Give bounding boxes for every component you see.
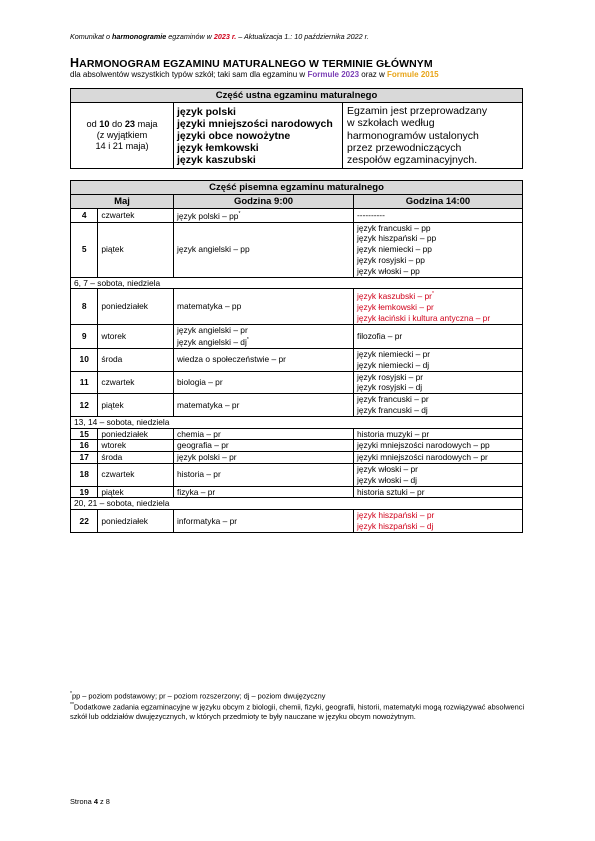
day-number: 4: [71, 209, 98, 223]
morning-exams: [174, 486, 354, 498]
cell-line: chemia – pr: [177, 428, 221, 439]
cell-line: język angielski – pr: [177, 324, 248, 335]
cell-line: język angielski – pp: [177, 244, 250, 255]
day-number: 12: [71, 394, 98, 417]
cell-line: wiedza o społeczeństwie – pr: [177, 354, 286, 365]
cell-line: język hiszpański – pp: [357, 233, 437, 244]
weekday: piątek: [98, 222, 174, 277]
table-row: [71, 486, 523, 498]
weekend-label: 20, 21 – sobota, niedziela: [71, 498, 523, 510]
cell-line: język francuski – pp: [357, 222, 431, 233]
footnotes: *pp – poziom podstawowy; pr – poziom rozszerzony; dj – poziom dwujęzyczny **Dodatkowe zadania egzaminacyjne w języku obcym z biologii, chemii, fizyki, geografii, historii, matematyki mogą rozwiązywać absolwenci szkół lub oddziałów dwujęzycznych, w których przedmioty te były nauczane w języku obcym nowożytnym.: [70, 691, 525, 721]
day-number: 17: [71, 452, 98, 464]
oral-dates: od 10 do 23 maja (z wyjątkiem 14 i 21 maja): [71, 103, 174, 169]
morning-exams: [174, 394, 354, 417]
cell-line: język polski: [177, 105, 236, 118]
cell-line: język łemkowski: [177, 141, 259, 154]
cell-line: matematyka – pp: [177, 301, 242, 312]
cell-line: historia sztuki – pr: [357, 486, 425, 497]
cell-line: język hiszpański – dj: [357, 520, 434, 531]
cell-line: język włoski – dj: [357, 474, 418, 485]
weekend-row: [71, 498, 523, 510]
col-month: Maj: [71, 195, 174, 209]
day-number: 22: [71, 510, 98, 533]
afternoon-exams: [354, 463, 523, 486]
cell-line: historia – pr: [177, 469, 221, 480]
cell-line: języki mniejszości narodowych – pr: [357, 452, 488, 463]
weekday: czwartek: [98, 209, 174, 223]
day-number: 18: [71, 463, 98, 486]
table-row: [71, 289, 523, 324]
cell-line: matematyka – pr: [177, 399, 240, 410]
weekend-row: [71, 277, 523, 289]
cell-line: harmonogramów ustalonych: [347, 129, 479, 142]
morning-exams: [174, 222, 354, 277]
day-number: 5: [71, 222, 98, 277]
weekend-row: [71, 416, 523, 428]
cell-line: język włoski – pp: [357, 265, 420, 276]
oral-heading: Część ustna egzaminu maturalnego: [71, 89, 523, 103]
page-footer: Strona 4 z 8: [70, 797, 110, 806]
weekday: środa: [98, 348, 174, 371]
cell-line: przez przewodniczących: [347, 141, 462, 154]
day-number: 9: [71, 324, 98, 348]
cell-line: język niemiecki – pp: [357, 244, 432, 255]
cell-line: język hiszpański – pr: [357, 510, 435, 521]
cell-line: historia muzyki – pr: [357, 428, 430, 439]
cell-line: Egzamin jest przeprowadzany: [347, 105, 488, 117]
table-row: [71, 348, 523, 371]
morning-exams: [174, 348, 354, 371]
table-row: [71, 222, 523, 277]
cell-line: język rosyjski – pp: [357, 254, 425, 265]
table-row: [71, 463, 523, 486]
oral-description: [343, 103, 523, 169]
cell-line: fizyka – pr: [177, 486, 216, 497]
day-number: 8: [71, 289, 98, 324]
cell-line: język rosyjski – dj: [357, 382, 423, 393]
document-subtitle: dla absolwentów wszystkich typów szkół; taki sam dla egzaminu w Formule 2023 oraz w Formule 2015: [70, 70, 439, 79]
cell-line: biologia – pr: [177, 376, 223, 387]
weekend-label: 6, 7 – sobota, niedziela: [71, 277, 523, 289]
morning-exams: [174, 452, 354, 464]
weekend-label: 13, 14 – sobota, niedziela: [71, 416, 523, 428]
weekday: czwartek: [98, 371, 174, 394]
cell-line: język polski – pr: [177, 452, 237, 463]
afternoon-exams: [354, 510, 523, 533]
weekday: poniedziałek: [98, 289, 174, 324]
afternoon-exams: [354, 394, 523, 417]
table-row: [71, 452, 523, 464]
day-number: 16: [71, 440, 98, 452]
table-row: [71, 510, 523, 533]
afternoon-exams: [354, 486, 523, 498]
cell-line: język angielski – dj*: [177, 337, 249, 348]
morning-exams: [174, 510, 354, 533]
cell-line: język włoski – pr: [357, 463, 418, 474]
weekday: czwartek: [98, 463, 174, 486]
afternoon-exams: [354, 324, 523, 348]
cell-line: język francuski – dj: [357, 404, 428, 415]
cell-line: język niemiecki – pr: [357, 348, 431, 359]
afternoon-exams: [354, 428, 523, 440]
oral-languages: [174, 103, 343, 169]
day-number: 11: [71, 371, 98, 394]
cell-line: w szkołach według: [347, 117, 435, 130]
weekday: piątek: [98, 486, 174, 498]
afternoon-exams: [354, 452, 523, 464]
page-header: Komunikat o harmonogramie egzaminów w 2023 r. – Aktualizacja 1.: 10 października 2022 r.: [70, 32, 369, 41]
written-heading: Część pisemna egzaminu maturalnego: [71, 181, 523, 195]
weekday: poniedziałek: [98, 428, 174, 440]
document-title: HARMONOGRAM EGZAMINU MATURALNEGO W TERMINIE GŁÓWNYM: [70, 56, 433, 70]
table-row: [71, 209, 523, 223]
table-row: [71, 428, 523, 440]
afternoon-exams: [354, 371, 523, 394]
morning-exams: [174, 371, 354, 394]
cell-line: język francuski – pr: [357, 394, 429, 405]
day-number: 19: [71, 486, 98, 498]
morning-exams: [174, 428, 354, 440]
table-row: [71, 394, 523, 417]
afternoon-exams: [354, 289, 523, 324]
weekday: poniedziałek: [98, 510, 174, 533]
table-row: [71, 371, 523, 394]
day-number: 10: [71, 348, 98, 371]
morning-exams: [174, 289, 354, 324]
oral-exam-table: [70, 88, 523, 169]
cell-line: język kaszubski – pr*: [357, 291, 434, 302]
cell-line: języki obce nowożytne: [177, 129, 291, 142]
cell-line: informatyka – pr: [177, 515, 238, 526]
afternoon-exams: [354, 348, 523, 371]
weekday: piątek: [98, 394, 174, 417]
cell-line: język niemiecki – dj: [357, 359, 430, 370]
day-number: 15: [71, 428, 98, 440]
weekday: środa: [98, 452, 174, 464]
cell-line: języki mniejszości narodowych – pp: [357, 440, 490, 451]
cell-line: zespołów egzaminacyjnych.: [347, 154, 478, 167]
cell-line: język rosyjski – pr: [357, 371, 424, 382]
afternoon-exams: [354, 222, 523, 277]
cell-line: język polski – pp*: [177, 210, 241, 221]
afternoon-exams: [354, 440, 523, 452]
cell-line: język kaszubski: [177, 153, 256, 166]
afternoon-exams: [354, 209, 523, 223]
morning-exams: [174, 324, 354, 348]
weekday: wtorek: [98, 324, 174, 348]
cell-line: języki mniejszości narodowych: [177, 117, 333, 130]
table-row: [71, 440, 523, 452]
written-exam-table: [70, 180, 523, 533]
morning-exams: [174, 440, 354, 452]
morning-exams: [174, 209, 354, 223]
cell-line: język łaciński i kultura antyczna – pr: [357, 312, 491, 323]
weekday: wtorek: [98, 440, 174, 452]
cell-line: ----------: [357, 209, 385, 220]
morning-exams: [174, 463, 354, 486]
col-2pm: Godzina 14:00: [354, 195, 523, 209]
table-row: [71, 324, 523, 348]
cell-line: język łemkowski – pr: [357, 301, 434, 312]
cell-line: geografia – pr: [177, 440, 229, 451]
col-9am: Godzina 9:00: [174, 195, 354, 209]
cell-line: filozofia – pr: [357, 330, 403, 341]
